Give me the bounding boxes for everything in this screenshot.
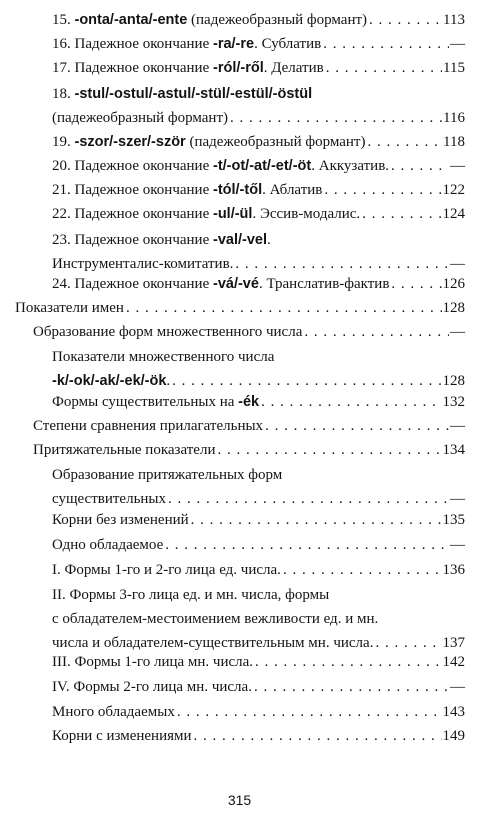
toc-entry bbox=[33, 414, 465, 438]
toc-entry bbox=[52, 345, 465, 393]
title-text: Образование притяжательных форм bbox=[52, 467, 283, 483]
dot-leader bbox=[255, 650, 441, 674]
dot-leader bbox=[261, 390, 441, 414]
toc-entry bbox=[52, 675, 465, 699]
toc-entry-title bbox=[33, 320, 302, 344]
title-text: . Сублатив bbox=[254, 36, 322, 52]
title-text: Одно обладаемое bbox=[52, 537, 164, 553]
title-text: 20. Падежное окончание bbox=[52, 158, 213, 174]
toc-entry-line bbox=[52, 583, 465, 607]
title-text: 17. Падежное окончание bbox=[52, 60, 213, 76]
toc-page-number: 116 bbox=[443, 110, 465, 126]
toc-entry-line bbox=[52, 154, 465, 178]
toc-entry-title bbox=[33, 438, 215, 462]
toc-entry-title bbox=[33, 414, 263, 438]
toc-entry-title bbox=[52, 202, 360, 226]
toc-entry-line bbox=[15, 296, 465, 320]
toc-page-number: 122 bbox=[442, 182, 465, 198]
toc-entry-title bbox=[52, 32, 321, 56]
toc-entry-line bbox=[52, 724, 465, 748]
toc-page-number: — bbox=[450, 158, 465, 174]
toc-entry-line bbox=[52, 202, 465, 226]
toc-entry-line bbox=[52, 508, 465, 532]
dot-leader bbox=[362, 202, 441, 226]
toc-entry-title bbox=[52, 583, 329, 607]
title-text: I. Формы 1-го и 2-го лица ед. числа. bbox=[52, 562, 281, 578]
dot-leader bbox=[177, 700, 442, 724]
title-text: (падежеобразный формант) bbox=[52, 110, 229, 126]
toc-page-number: 128 bbox=[442, 373, 465, 389]
suffix-form: -ék bbox=[238, 394, 260, 410]
title-text: 22. Падежное окончание bbox=[52, 206, 213, 222]
toc-entry bbox=[52, 700, 465, 724]
suffix-form: -vá/-vé bbox=[212, 276, 259, 292]
toc-page-number: 135 bbox=[442, 512, 465, 528]
toc-entry-title bbox=[52, 228, 271, 252]
toc-page-number: 118 bbox=[443, 134, 465, 150]
suffix-form: -szor/-szer/-ször bbox=[74, 134, 186, 150]
toc-entry-title bbox=[52, 154, 389, 178]
dot-leader bbox=[391, 272, 441, 296]
dot-leader bbox=[194, 724, 442, 748]
toc-page-number: — bbox=[450, 418, 465, 434]
title-text: Инструменталис-комитатив. bbox=[52, 256, 234, 272]
toc-entry-title bbox=[52, 508, 189, 532]
toc-entry-title bbox=[52, 463, 282, 487]
toc-entry bbox=[52, 8, 465, 32]
title-text: числа и обладателем-существительным мн. числа. bbox=[52, 635, 374, 651]
toc-entry-title bbox=[52, 650, 253, 674]
title-text: . Транслатив-фактив bbox=[258, 276, 390, 292]
dot-leader bbox=[304, 320, 449, 344]
toc-page-number: — bbox=[450, 537, 465, 553]
toc-page-number: — bbox=[450, 324, 465, 340]
toc-entry-title bbox=[52, 8, 367, 32]
toc-entry bbox=[52, 650, 465, 674]
suffix-form: -tól/-től bbox=[212, 182, 263, 198]
toc-entry-title bbox=[52, 106, 228, 130]
dot-leader bbox=[126, 296, 442, 320]
page-number: 315 bbox=[227, 792, 252, 808]
title-text: 23. Падежное окончание bbox=[52, 232, 213, 248]
dot-leader bbox=[367, 130, 442, 154]
dot-leader bbox=[265, 414, 449, 438]
title-text: Показатели множественного числа bbox=[52, 349, 275, 365]
suffix-form: -ul/-ül bbox=[212, 206, 253, 222]
toc-page-number: 137 bbox=[442, 635, 465, 651]
toc-entry-line bbox=[52, 32, 465, 56]
title-text: Степени сравнения прилагательных bbox=[33, 418, 264, 434]
toc-page-number: — bbox=[450, 256, 465, 272]
toc-entry-title bbox=[52, 178, 322, 202]
toc-entry bbox=[52, 82, 465, 130]
toc-page-number: 134 bbox=[442, 442, 465, 458]
title-text: Формы существительных на bbox=[52, 394, 239, 410]
dot-leader bbox=[369, 8, 442, 32]
toc-entry bbox=[52, 32, 465, 56]
toc-page-number: — bbox=[450, 491, 465, 507]
toc-page-number: 136 bbox=[442, 562, 465, 578]
dot-leader bbox=[217, 438, 441, 462]
suffix-form: -t/-ot/-at/-et/-öt bbox=[212, 158, 312, 174]
title-text: . bbox=[166, 373, 171, 389]
title-text: III. Формы 1-го лица мн. числа. bbox=[52, 654, 254, 670]
toc-entry-title bbox=[52, 675, 252, 699]
title-text: . Аккузатив. bbox=[311, 158, 390, 174]
toc-entry-line bbox=[52, 106, 465, 130]
toc-entry-line bbox=[33, 438, 465, 462]
suffix-form: -val/-vel bbox=[212, 232, 267, 248]
title-text: с обладателем-местоимением вежливости ед. и мн. bbox=[52, 611, 379, 627]
toc-entry-line bbox=[52, 178, 465, 202]
dot-leader bbox=[324, 178, 441, 202]
toc-page-number: 142 bbox=[442, 654, 465, 670]
toc-entry bbox=[52, 724, 465, 748]
toc-entry bbox=[33, 320, 465, 344]
dot-leader bbox=[165, 533, 449, 557]
dot-leader bbox=[323, 32, 449, 56]
suffix-form: -stul/-ostul/-astul/-stül/-estül/-östül bbox=[74, 86, 313, 102]
toc-entry bbox=[52, 558, 465, 582]
toc-page-number: 113 bbox=[443, 12, 465, 28]
title-text: 16. Падежное окончание bbox=[52, 36, 213, 52]
title-text: (падежеобразный формант) bbox=[185, 134, 366, 150]
toc-entry bbox=[52, 154, 465, 178]
toc-entry-title bbox=[52, 56, 324, 80]
toc-entry-title bbox=[52, 700, 175, 724]
title-text: существительных bbox=[52, 491, 167, 507]
title-text: 24. Падежное окончание bbox=[52, 276, 213, 292]
toc-entry-line bbox=[52, 675, 465, 699]
toc-page-number: 124 bbox=[442, 206, 465, 222]
title-text: . bbox=[266, 232, 271, 248]
title-text: 18. bbox=[52, 86, 75, 102]
toc-entry-line bbox=[52, 272, 465, 296]
title-text: Притяжательные показатели bbox=[33, 442, 216, 458]
toc-entry-line bbox=[52, 463, 465, 487]
toc-entry-title bbox=[52, 82, 312, 106]
title-text: (падежеобразный формант) bbox=[187, 12, 368, 28]
toc-page-number: — bbox=[450, 679, 465, 695]
toc-entry-line bbox=[52, 390, 465, 414]
toc-entry bbox=[52, 583, 465, 655]
dot-leader bbox=[391, 154, 449, 178]
title-text: . Эссив-модалис. bbox=[252, 206, 361, 222]
title-text: Много обладаемых bbox=[52, 704, 175, 720]
toc-entry-title bbox=[52, 345, 274, 369]
toc-page-number: — bbox=[450, 36, 465, 52]
toc-entry-line bbox=[52, 228, 465, 252]
toc-entry-title bbox=[52, 130, 365, 154]
dot-leader bbox=[254, 675, 449, 699]
toc-entry-title bbox=[52, 724, 192, 748]
suffix-form: -onta/-anta/-ente bbox=[74, 12, 188, 28]
toc-entry-title bbox=[15, 296, 124, 320]
toc-page-number: 128 bbox=[442, 300, 465, 316]
toc-entry-line bbox=[52, 533, 465, 557]
suffix-form: -ra/-re bbox=[212, 36, 255, 52]
title-text: . Делатив bbox=[263, 60, 324, 76]
toc-entry-line bbox=[52, 56, 465, 80]
title-text: 21. Падежное окончание bbox=[52, 182, 213, 198]
toc-entry bbox=[52, 463, 465, 511]
toc-page-number: 132 bbox=[442, 394, 465, 410]
title-text: II. Формы 3-го лица ед. и мн. числа, формы bbox=[52, 587, 330, 603]
title-text: Корни без изменений bbox=[52, 512, 189, 528]
suffix-form: -k/-ok/-ak/-ek/-ök bbox=[52, 373, 167, 389]
title-text: Образование форм множественного числа bbox=[33, 324, 303, 340]
toc-entry-title bbox=[52, 390, 259, 414]
toc-entry bbox=[33, 438, 465, 462]
dot-leader bbox=[326, 56, 442, 80]
toc-entry bbox=[52, 56, 465, 80]
toc-entry-title bbox=[52, 533, 163, 557]
toc-entry-title bbox=[52, 607, 378, 631]
dot-leader bbox=[230, 106, 442, 130]
toc-entry bbox=[52, 130, 465, 154]
toc-entry-line bbox=[52, 82, 465, 106]
toc-entry bbox=[52, 178, 465, 202]
toc-page-number: 126 bbox=[442, 276, 465, 292]
dot-leader bbox=[191, 508, 442, 532]
suffix-form: -ról/-ről bbox=[212, 60, 264, 76]
toc-entry-title bbox=[52, 272, 389, 296]
toc-entry-line bbox=[33, 414, 465, 438]
title-text: Корни с изменениями bbox=[52, 728, 192, 744]
toc-entry-line bbox=[52, 8, 465, 32]
toc-entry-title bbox=[52, 558, 281, 582]
toc-entry-line bbox=[52, 345, 465, 369]
toc-page-number: 115 bbox=[443, 60, 465, 76]
toc-entry-line bbox=[52, 130, 465, 154]
title-text: 15. bbox=[52, 12, 75, 28]
toc-page-number: 143 bbox=[442, 704, 465, 720]
toc-entry bbox=[52, 508, 465, 532]
dot-leader bbox=[283, 558, 442, 582]
toc-entry bbox=[52, 533, 465, 557]
toc-entry bbox=[52, 390, 465, 414]
toc-entry bbox=[15, 296, 465, 320]
title-text: Показатели имен bbox=[15, 300, 124, 316]
toc-entry-line bbox=[52, 700, 465, 724]
toc-page-number: 149 bbox=[442, 728, 465, 744]
toc-entry-line bbox=[33, 320, 465, 344]
toc-entry-line bbox=[52, 650, 465, 674]
toc-entry-line bbox=[52, 558, 465, 582]
toc-entry bbox=[52, 228, 465, 276]
title-text: . Аблатив bbox=[262, 182, 323, 198]
toc-entry bbox=[52, 202, 465, 226]
title-text: 19. bbox=[52, 134, 75, 150]
toc-entry-line bbox=[52, 607, 465, 631]
title-text: IV. Формы 2-го лица мн. числа. bbox=[52, 679, 252, 695]
toc-entry bbox=[52, 272, 465, 296]
